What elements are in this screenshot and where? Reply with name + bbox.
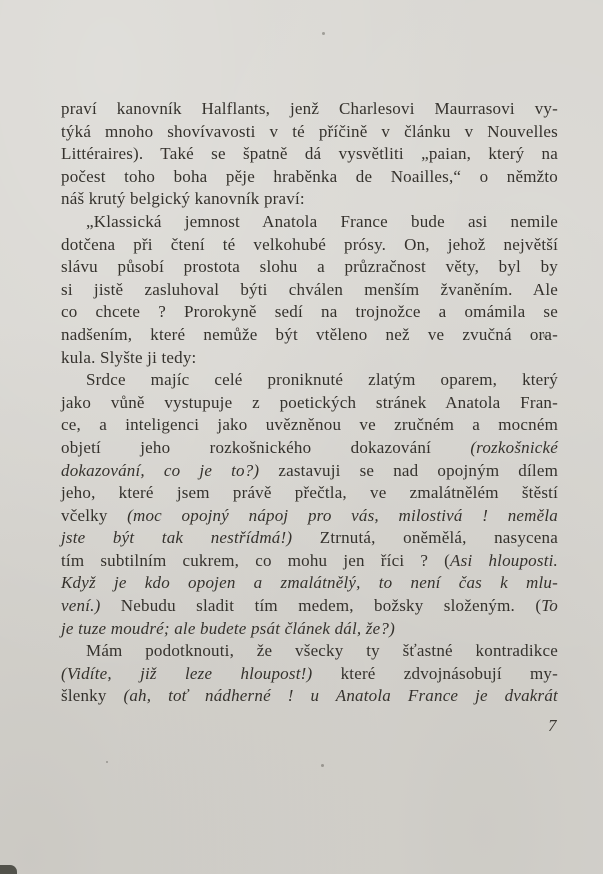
body-text: ce, a inteligenci jako uvězněnou ve zručném a mocném — [61, 415, 558, 435]
body-text: tím subtilním cukrem, co mohu jen říci ? ( — [61, 550, 451, 570]
text-line — [61, 324, 558, 347]
text-line — [61, 279, 558, 302]
italic-text: dokazování, co je to?) — [61, 460, 260, 480]
text-line — [61, 460, 558, 483]
scan-artifact-corner — [0, 865, 17, 874]
page-number: 7 — [548, 716, 557, 735]
text-line — [61, 188, 558, 211]
body-text: Ztrnutá, oněmělá, nasycena — [292, 528, 558, 548]
italic-text: To — [541, 596, 558, 616]
body-text: týká mnoho shovívavosti v té příčině v článku v Nouvelles — [61, 121, 558, 141]
text-line — [61, 143, 558, 166]
body-text: nadšením, které nemůže být vtěleno než ve zvučná ora- — [61, 324, 558, 344]
body-text: jeho, které jsem právě přečtla, ve zmalátnělém štěstí — [61, 483, 558, 503]
text-line — [61, 572, 558, 595]
text-line — [61, 505, 558, 528]
body-text: počest toho boha pěje hraběnka de Noailles,“ o němžto — [61, 166, 558, 186]
text-line — [61, 482, 558, 505]
italic-text: Když je kdo opojen a zmalátnělý, to není čas k mlu- — [61, 573, 558, 593]
text-line — [61, 301, 558, 324]
text-line — [61, 369, 558, 392]
text-line — [61, 437, 558, 460]
body-text: Littéraires). Také se špatně dá vysvětliti „paian, který na — [61, 144, 558, 164]
body-text: slávu působí prostota slohu a průzračnost věty, byl by — [61, 257, 558, 277]
text-line — [61, 98, 558, 121]
body-text: náš krutý belgický kanovník praví: — [61, 189, 305, 209]
text-line — [61, 347, 558, 370]
body-text: praví kanovník Halflants, jenž Charlesovi Maurrasovi vy- — [61, 99, 558, 118]
body-text: „Klassická jemnost Anatola France bude asi nemile — [86, 211, 558, 231]
italic-text: Asi hlouposti. — [450, 550, 558, 570]
scan-speck — [543, 334, 547, 338]
text-line — [61, 121, 558, 144]
italic-text: vení.) — [61, 596, 101, 616]
text-line — [61, 392, 558, 415]
body-text: zastavuji se nad opojným dílem — [259, 460, 559, 480]
body-text: které zdvojnásobují my- — [312, 663, 558, 683]
italic-text: (Vidíte, již leze hloupost!) — [61, 663, 313, 683]
text-line — [61, 256, 558, 279]
italic-text: je tuze moudré; ale budete psát článek dál, že?) — [61, 618, 395, 638]
text-line — [61, 527, 558, 550]
body-text: včelky — [61, 505, 128, 525]
body-text: si jistě zasluhoval býti chválen menším žvaněním. Ale — [61, 279, 558, 299]
text-line — [61, 685, 558, 708]
scan-speck — [321, 764, 324, 767]
body-text: jako vůně vystupuje z poetických stránek Anatola Fran- — [61, 392, 558, 412]
paragraph — [61, 211, 558, 369]
paragraph — [61, 369, 558, 640]
body-text: kula. Slyšte ji tedy: — [61, 347, 197, 367]
text-line — [61, 166, 558, 189]
scan-speck — [106, 761, 108, 763]
body-text: šlenky — [61, 686, 124, 706]
text-line — [61, 550, 558, 573]
text-block — [61, 98, 558, 708]
paragraph — [61, 640, 558, 708]
text-line — [61, 595, 558, 618]
text-line — [61, 663, 558, 686]
body-text: objetí jeho rozkošnického dokazování — [61, 437, 471, 457]
italic-text: jste být tak nestřídmá!) — [61, 528, 293, 548]
scan-speck — [322, 32, 325, 35]
body-text: co chcete ? Prorokyně sedí na trojnožce a omámila se — [61, 302, 558, 322]
text-line — [61, 618, 558, 641]
body-text: Mám podotknouti, že všecky ty šťastné kontradikce — [86, 641, 558, 661]
text-line — [61, 414, 558, 437]
italic-text: (moc opojný nápoj pro vás, milostivá ! neměla — [127, 505, 558, 525]
text-line — [61, 234, 558, 257]
body-text: Nebudu sladit tím medem, božsky složeným. ( — [100, 596, 542, 616]
text-line — [61, 211, 558, 234]
body-text: Srdce majíc celé proniknuté zlatým oparem, který — [86, 370, 558, 390]
body-text: dotčena při čtení té velkohubé prósy. On, jehož největší — [61, 234, 558, 254]
paragraph — [61, 98, 558, 211]
italic-text: (rozkošnické — [470, 437, 558, 457]
text-line — [61, 640, 558, 663]
italic-text: (ah, toť nádherné ! u Anatola France je dvakrát — [123, 686, 558, 706]
